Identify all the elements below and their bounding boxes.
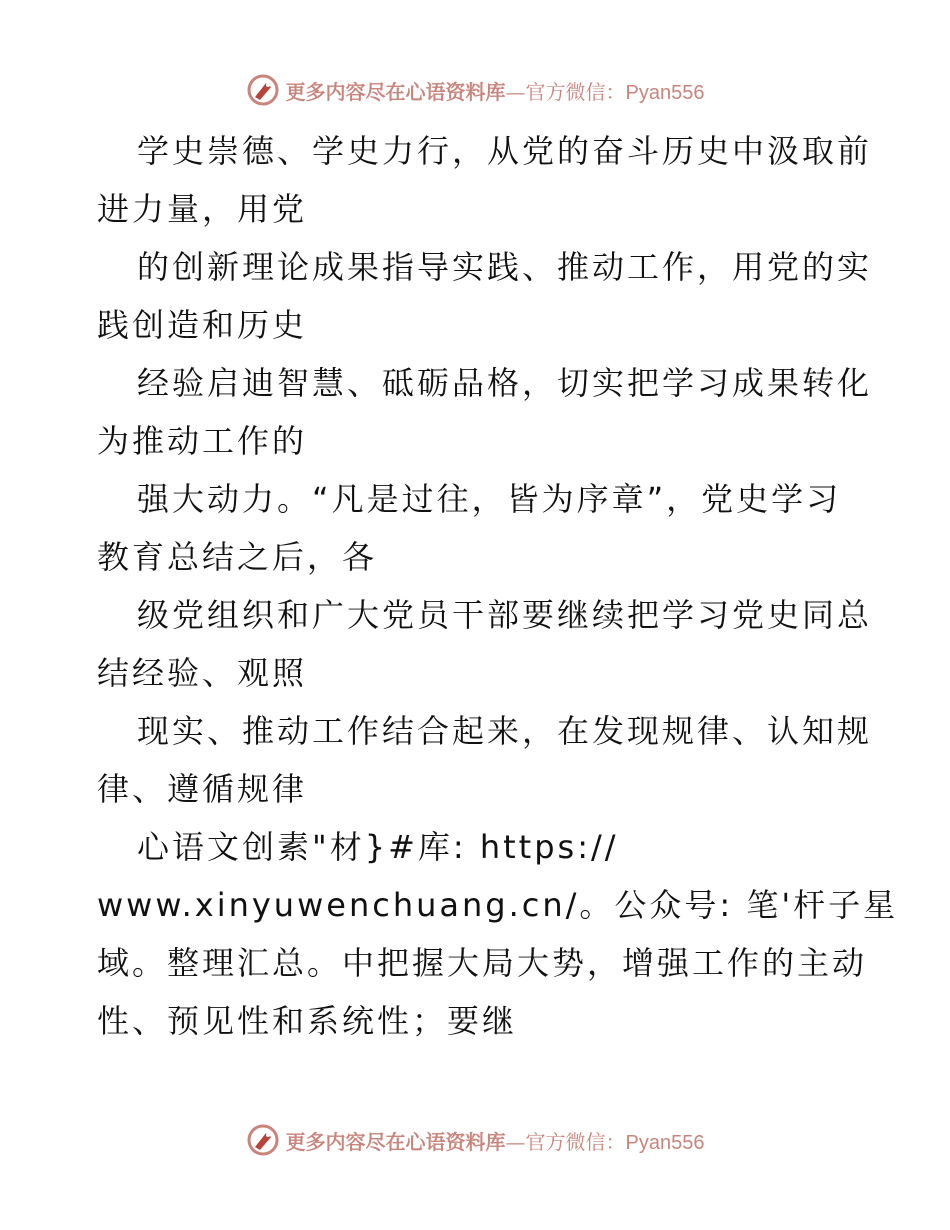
banner-main-text: 更多内容尽在心语资料库 bbox=[285, 1129, 506, 1154]
text-line: 学史崇德、学史力行，从党的奋斗历史中汲取前 bbox=[137, 132, 873, 170]
banner-wechat-id: Pyan556 bbox=[625, 1131, 705, 1154]
text-line: 律、遵循规律 bbox=[97, 770, 308, 808]
banner-text bbox=[286, 1126, 705, 1155]
text-line: 结经验、观照 bbox=[97, 654, 308, 692]
banner-wechat-label: 官方微信： bbox=[525, 1129, 626, 1154]
text-line: 为推动工作的 bbox=[97, 422, 308, 460]
text-line: 现实、推动工作结合起来，在发现规律、认知规 bbox=[137, 712, 873, 750]
banner-dash: — bbox=[505, 79, 526, 104]
banner-wechat-label: 官方微信： bbox=[525, 79, 626, 104]
banner-dash: — bbox=[505, 1129, 526, 1154]
text-line: 级党组织和广大党员干部要继续把学习党史同总 bbox=[137, 596, 873, 634]
text-line: 的创新理论成果指导实践、推动工作，用党的实 bbox=[137, 248, 873, 286]
text-line: 教育总结之后，各 bbox=[97, 538, 378, 576]
text-line: 经验启迪智慧、砥砺品格，切实把学习成果转化 bbox=[137, 364, 873, 402]
banner-text bbox=[286, 76, 705, 105]
pen-nib-logo-icon bbox=[246, 73, 280, 107]
footer-banner bbox=[0, 1120, 950, 1160]
text-line: 践创造和历史 bbox=[97, 306, 308, 344]
header-banner bbox=[0, 70, 950, 110]
text-line: 心语文创素"材}#库: https:// bbox=[137, 828, 619, 866]
document-body bbox=[97, 122, 899, 1050]
banner-wechat-id: Pyan556 bbox=[625, 81, 705, 104]
text-line: 性、预见性和系统性；要继 bbox=[97, 1002, 518, 1040]
text-line: 域。整理汇总。中把握大局大势，增强工作的主动 bbox=[97, 944, 868, 982]
text-line: 进力量，用党 bbox=[97, 190, 308, 228]
pen-nib-logo-icon bbox=[246, 1123, 280, 1157]
text-line: 强大动力。“凡是过往，皆为序章”，党史学习 bbox=[137, 480, 842, 518]
text-line: www.xinyuwenchuang.cn/。公众号: 笔'杆子星 bbox=[97, 886, 899, 924]
banner-main-text: 更多内容尽在心语资料库 bbox=[285, 79, 506, 104]
